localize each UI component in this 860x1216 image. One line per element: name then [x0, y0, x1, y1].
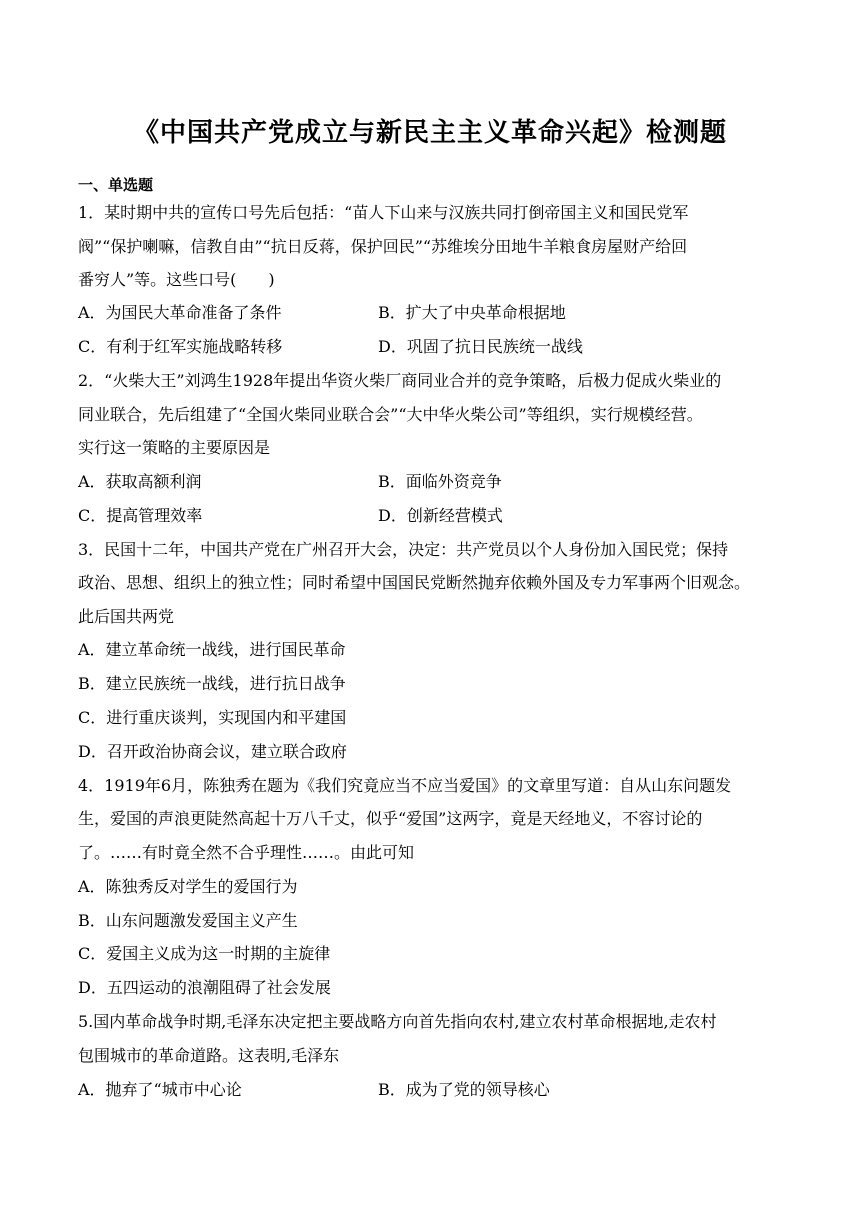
- question-2-option-a: A．获取高额利润: [78, 472, 202, 491]
- question-1-line-3: 番穷人”等。这些口号( ): [78, 270, 275, 289]
- question-3-line-2: 政治、思想、组织上的独立性；同时希望中国国民党断然抛弃依赖外国及专力军事两个旧观念。: [78, 573, 751, 592]
- question-3-option-d: D．召开政治协商会议，建立联合政府: [78, 742, 347, 761]
- question-5-option-a: A．抛弃了“城市中心论: [78, 1080, 242, 1099]
- question-1-option-b: B．扩大了中央革命根据地: [378, 303, 566, 322]
- question-2-option-c: C．提高管理效率: [78, 506, 203, 525]
- question-1-option-d: D．巩固了抗日民族统一战线: [378, 337, 583, 356]
- question-3-option-c: C．进行重庆谈判，实现国内和平建国: [78, 708, 347, 727]
- question-2-line-3: 实行这一策略的主要原因是: [78, 438, 271, 457]
- question-3-line-3: 此后国共两党: [78, 607, 175, 626]
- page-title: 《中国共产党成立与新民主主义革命兴起》检测题: [132, 118, 727, 148]
- question-3-option-b: B．建立民族统一战线，进行抗日战争: [78, 674, 346, 693]
- question-2-line-2: 同业联合，先后组建了“全国火柴同业联合会”“大中华火柴公司”等组织，实行规模经营。: [78, 405, 703, 424]
- question-3-option-a: A．建立革命统一战线，进行国民革命: [78, 640, 346, 659]
- question-4-option-a: A．陈独秀反对学生的爱国行为: [78, 877, 298, 896]
- question-4-line-1: 4．1919年6月，陈独秀在题为《我们究竟应当不应当爱国》的文章里写道：自从山东问题发: [78, 776, 732, 795]
- section-heading: 一、单选题: [78, 176, 154, 194]
- question-4-line-2: 生，爱国的声浪更陡然高起十万八千丈，似乎“爱国”这两字，竟是天经地义，不容讨论的: [78, 809, 703, 828]
- question-1-line-1: 1．某时期中共的宣传口号先后包括：“苗人下山来与汉族共同打倒帝国主义和国民党军: [78, 203, 689, 222]
- question-4-option-d: D．五四运动的浪潮阻碍了社会发展: [78, 978, 331, 997]
- question-1-option-a: A．为国民大革命准备了条件: [78, 303, 282, 322]
- question-4-option-b: B．山东问题激发爱国主义产生: [78, 911, 298, 930]
- question-5-line-1: 5.国内革命战争时期,毛泽东决定把主要战略方向首先指向农村,建立农村革命根据地,走农村: [78, 1012, 717, 1031]
- question-1-option-c: C．有利于红军实施战略转移: [78, 337, 283, 356]
- question-4-option-c: C．爱国主义成为这一时期的主旋律: [78, 944, 331, 963]
- question-1-line-2: 阀”“保护喇嘛，信教自由”“抗日反蒋，保护回民”“苏维埃分田地牛羊粮食房屋财产给回: [78, 237, 688, 256]
- question-2-option-d: D．创新经营模式: [378, 506, 503, 525]
- question-3-line-1: 3．民国十二年，中国共产党在广州召开大会，决定：共产党员以个人身份加入国民党；保持: [78, 540, 729, 559]
- question-5-line-2: 包围城市的革命道路。这表明,毛泽东: [78, 1046, 340, 1065]
- question-2-line-1: 2．“火柴大王”刘鸿生1928年提出华资火柴厂商同业合并的竞争策略，后极力促成火柴业的: [78, 371, 722, 390]
- question-4-line-3: 了。……有时竟全然不合乎理性……。由此可知: [78, 843, 415, 862]
- question-2-option-b: B．面临外资竞争: [378, 472, 502, 491]
- question-5-option-b: B．成为了党的领导核心: [378, 1080, 550, 1099]
